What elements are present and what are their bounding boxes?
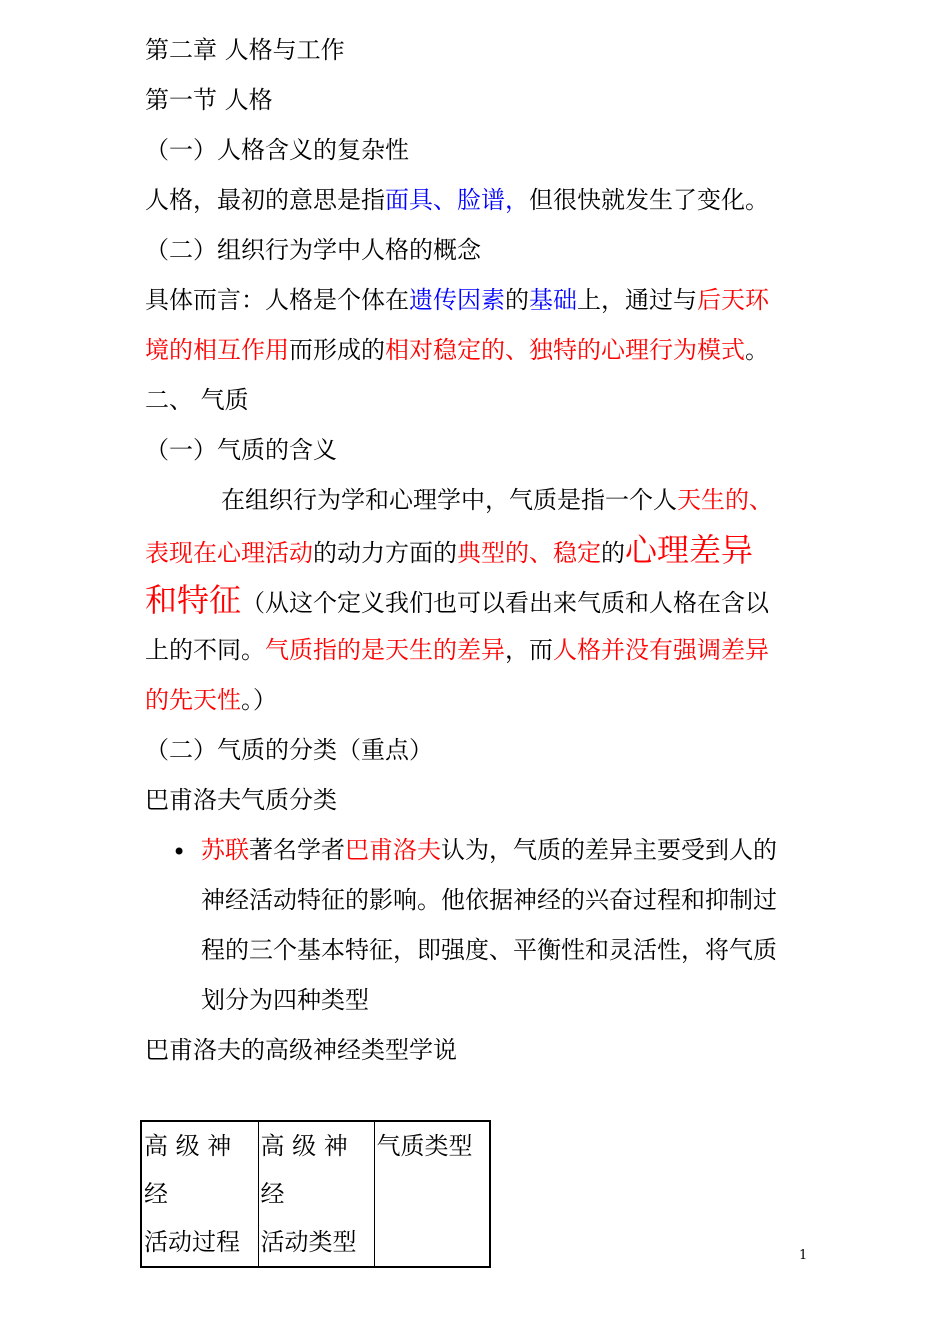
subheading-2: （二）组织行为学中人格的概念 [145,236,481,264]
p3-highlight-typical: 典型的、稳定 [457,539,601,567]
paragraph-2-line-1 [145,284,769,316]
p3-text-l: ，而 [505,636,553,664]
paragraph-3-line-3 [145,581,770,619]
p3-text-i: （从这个定义我们也可以看出来气质和人格在含以 [241,589,770,617]
paragraph-2-line-2 [145,334,769,366]
paragraph-3-line-4 [145,634,769,666]
p3-text-j: 上的不同。 [145,636,265,664]
subheading-1: （一）人格含义的复杂性 [145,136,409,164]
p3-text-f: 的 [601,539,625,567]
p3-text-a: 在组织行为学和心理学中，气质是指一个人 [221,486,677,514]
bullet-line-4: 划分为四种类型 [201,986,369,1014]
bullet-highlight-ussr: 苏联 [201,836,249,864]
bullet-line-1 [201,834,777,866]
pavlov-title: 巴甫洛夫气质分类 [145,786,337,814]
p3-highlight-innate-diff: 气质指的是天生的差异 [265,636,505,664]
table-header-process [141,1121,258,1267]
p3-text-d: 的动力方面的 [313,539,457,567]
bullet-text-d: 认为，气质的差异主要受到人的 [441,836,777,864]
p2-text-c: 的 [505,286,529,314]
p3-highlight-innate: 天生的、 [677,486,773,514]
p1-text-a: 人格，最初的意思是指 [145,186,385,214]
bullet-text-b: 著名学者 [249,836,345,864]
table-header-process-line-1: 高 级 神 经 [144,1132,232,1208]
page-number: 1 [799,1248,808,1263]
p1-text-c: 但很快就发生了变化。 [529,186,769,214]
paragraph-1 [145,184,769,216]
table-row [141,1121,490,1267]
p2-text-e: 上，通过与 [577,286,697,314]
p2-highlight-pattern: 相对稳定的、独特的心理行为模式 [385,336,745,364]
subheading-4: （二）气质的分类（重点） [145,736,433,764]
bullet-highlight-pavlov: 巴甫洛夫 [345,836,441,864]
table-header-type [258,1121,374,1267]
subheading-3: （一）气质的含义 [145,436,337,464]
paragraph-3-line-2 [145,531,754,569]
p2-highlight-env-1: 后天环 [697,286,769,314]
bullet-icon: • [172,838,187,866]
p3-text-o: 。） [241,686,277,714]
table-header-type-line-1: 高 级 神 经 [260,1132,348,1208]
p2-highlight-genetic: 遗传因素 [409,286,505,314]
p2-text-h: 而形成的 [289,336,385,364]
p3-highlight-congenital: 的先天性 [145,686,241,714]
p2-highlight-env-2: 境的相互作用 [145,336,289,364]
table-header-process-line-2: 活动过程 [144,1228,240,1256]
p2-text-a: 具体而言：人格是个体在 [145,286,409,314]
p3-highlight-personality: 人格并没有强调差异 [553,636,769,664]
bullet-line-2: 神经活动特征的影响。他依据神经的兴奋过程和抑制过 [201,886,777,914]
p3-highlight-feature: 和特征 [145,581,242,619]
p3-highlight-activity: 表现在心理活动 [145,539,313,567]
p2-text-j: 。 [745,336,769,364]
section-title: 第一节 人格 [145,86,273,114]
bullet-line-3: 程的三个基本特征，即强度、平衡性和灵活性，将气质 [201,936,777,964]
chapter-title: 第二章 人格与工作 [145,36,345,64]
p1-highlight-mask: 面具、脸谱， [385,186,529,214]
nerve-type-table [140,1120,491,1268]
part-2-title: 二、 气质 [145,386,249,414]
theory-title: 巴甫洛夫的高级神经类型学说 [145,1036,457,1064]
paragraph-3-line-5 [145,684,277,716]
table-header-type-line-2: 活动类型 [260,1228,357,1256]
table-header-temperament-line-1: 气质类型 [376,1132,473,1160]
paragraph-3-line-1 [221,484,773,516]
p2-highlight-basis: 基础 [529,286,577,314]
p3-highlight-psych-diff: 心理差异 [625,531,754,569]
table-header-temperament [374,1121,490,1267]
